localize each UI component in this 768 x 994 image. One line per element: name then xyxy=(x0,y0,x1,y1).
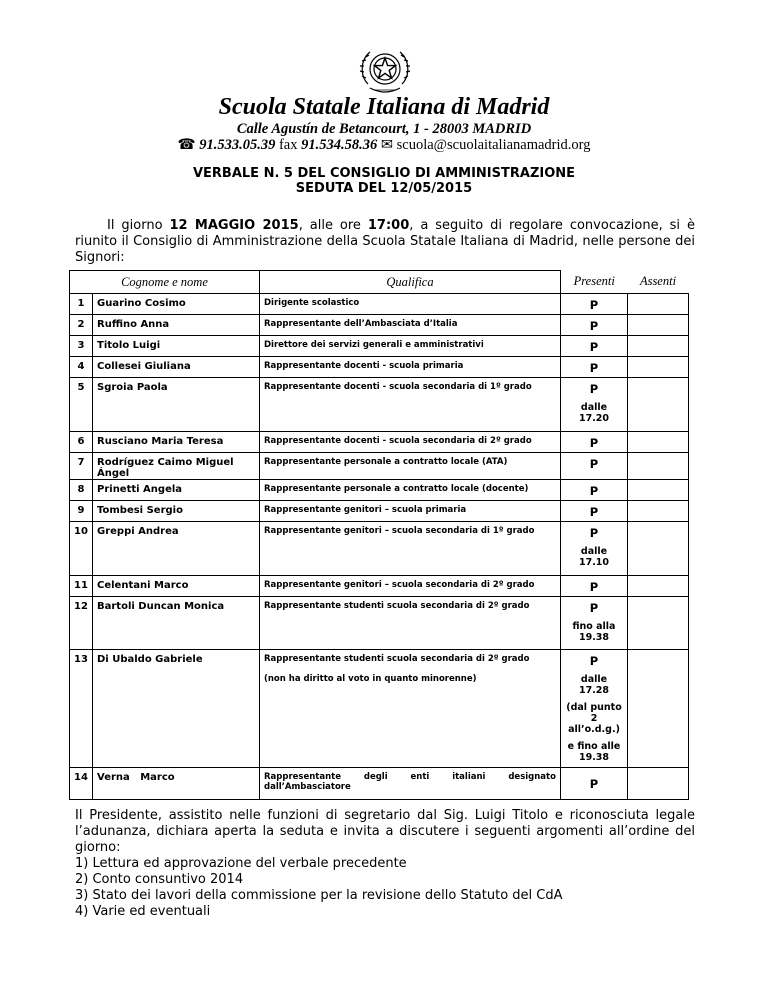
table-row: 2 Ruffino Anna Rappresentante dell’Ambasciata d’Italia P xyxy=(70,315,689,336)
intro-paragraph: Il giorno 12 MAGGIO 2015, alle ore 17:00, a seguito di regolare convocazione, si è riunito il Consiglio di Amministrazione della Scuola Statale Italiana di Madrid, nelle persone dei Signori: xyxy=(75,218,695,265)
conclusion-paragraph: Il Presidente, assistito nelle funzioni di segretario dal Sig. Luigi Titolo e riconosciuta legale l’adunanza, dichiara aperta la seduta e invita a discutere i seguenti argomenti all’ordine del giorno: xyxy=(75,808,695,855)
fax-label: fax xyxy=(278,137,298,153)
arrival-note: dalle 17.10 xyxy=(578,546,610,568)
republic-emblem-icon xyxy=(358,44,412,96)
table-row: 11 Celentani Marco Rappresentante genitori – scuola secondaria di 2º grado P xyxy=(70,576,689,597)
header-absent: Assenti xyxy=(639,274,677,289)
contact-line xyxy=(0,137,768,154)
phone-number: 91.533.05.39 xyxy=(199,137,276,153)
table-row: 10 Greppi Andrea Rappresentante genitori – scuola secondaria di 1º grado P dalle 17.10 xyxy=(70,522,689,576)
agenda-list xyxy=(75,856,563,920)
title-line-1: VERBALE N. 5 DEL CONSIGLIO DI AMMINISTRAZIONE xyxy=(192,166,576,181)
agenda-item: 3) Stato dei lavori della commissione per la revisione dello Statuto del CdA xyxy=(75,888,563,903)
header-name: Cognome e nome xyxy=(70,271,260,294)
table-row: 1 Guarino Cosimo Dirigente scolastico P xyxy=(70,294,689,315)
email-icon: ✉ xyxy=(380,137,393,153)
email-address: scuola@scuolaitalianamadrid.org xyxy=(396,137,591,153)
header-present: Presenti xyxy=(573,274,615,289)
arrival-note: dalle 17.20 xyxy=(578,402,610,424)
table-row: 12 Bartoli Duncan Monica Rappresentante studenti scuola secondaria di 2º grado P fino alla 19.38 xyxy=(70,597,689,650)
document-title xyxy=(0,166,768,196)
table-row: 6 Rusciano Maria Teresa Rappresentante docenti - scuola secondaria di 2º grado P xyxy=(70,432,689,453)
phone-icon: ☎ xyxy=(177,137,196,153)
school-name: Scuola Statale Italiana di Madrid xyxy=(218,94,550,120)
members-table xyxy=(69,270,689,800)
table-header-row xyxy=(70,271,689,294)
table-row: 5 Sgroia Paola Rappresentante docenti - scuola secondaria di 1º grado P dalle 17.20 xyxy=(70,378,689,432)
table-row: 9 Tombesi Sergio Rappresentante genitori – scuola primaria P xyxy=(70,501,689,522)
table-row: 14 Verna Marco Rappresentante degli enti italiani designato dall’Ambasciatore P xyxy=(70,768,689,800)
departure-note: e fino alle 19.38 xyxy=(567,741,621,763)
school-address: Calle Agustín de Betancourt, 1 - 28003 MADRID xyxy=(236,121,532,137)
table-row: 13 Di Ubaldo Gabriele Rappresentante studenti scuola secondaria di 2º grado (non ha diritto al voto in quanto minorenne) P dalle 17.28 (dal punto 2 all’o.d.g.) e fino alle 19.38 xyxy=(70,650,689,768)
table-row: 4 Collesei Giuliana Rappresentante docenti - scuola primaria P xyxy=(70,357,689,378)
title-line-2: SEDUTA DEL 12/05/2015 xyxy=(295,181,473,196)
agenda-item: 4) Varie ed eventuali xyxy=(75,904,211,919)
meeting-time: 17:00 xyxy=(367,218,410,233)
arrival-note: dalle 17.28 xyxy=(578,674,610,696)
agenda-item: 2) Conto consuntivo 2014 xyxy=(75,872,244,887)
table-row: 7 Rodríguez Caimo Miguel Ángel Rappresentante personale a contratto locale (ATA) P xyxy=(70,453,689,480)
agenda-note: (dal punto 2 all’o.d.g.) xyxy=(566,702,622,735)
departure-note: fino alla 19.38 xyxy=(572,621,616,643)
table-row: 8 Prinetti Angela Rappresentante personale a contratto locale (docente) P xyxy=(70,480,689,501)
meeting-date: 12 MAGGIO 2015 xyxy=(169,218,299,233)
agenda-item: 1) Lettura ed approvazione del verbale precedente xyxy=(75,856,407,871)
table-row: 3 Titolo Luigi Direttore dei servizi generali e amministrativi P xyxy=(70,336,689,357)
header-role: Qualifica xyxy=(260,271,561,294)
fax-number: 91.534.58.36 xyxy=(301,137,378,153)
